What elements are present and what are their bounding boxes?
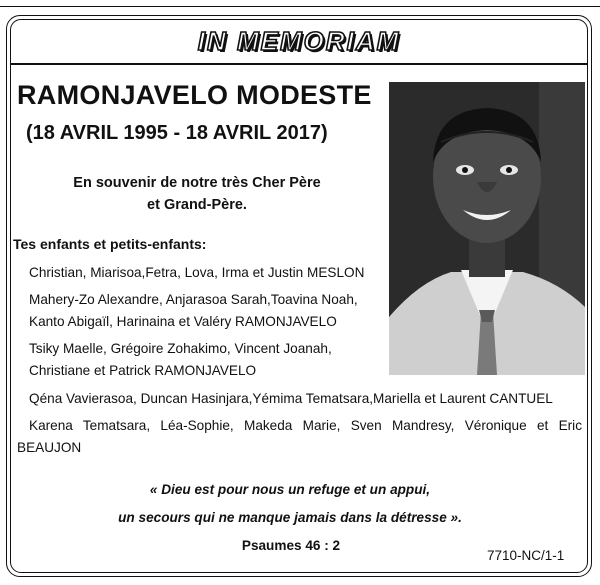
deceased-dates: (18 AVRIL 1995 - 18 AVRIL 2017) (26, 122, 328, 144)
bible-quote-line-1: « Dieu est pour nous un refuge et un appui, (149, 482, 431, 497)
bible-quote-line-2: un secours qui ne manque jamais dans la détresse ». (118, 510, 462, 525)
family-line-4: Tsiky Maelle, Grégoire Zohakimo, Vincent Joanah, (29, 341, 332, 356)
souvenir-text (12, 172, 382, 216)
family-heading: Tes enfants et petits-enfants: (13, 236, 207, 252)
memoriam-header (11, 20, 587, 64)
header-divider (11, 63, 587, 65)
portrait-photo (389, 82, 585, 375)
souvenir-line-2: et Grand-Père. (147, 197, 247, 213)
family-line-1: Christian, Miarisoa,Fetra, Lova, Irma et Justin MESLON (29, 265, 365, 280)
souvenir-line-1: En souvenir de notre très Cher Père (73, 175, 321, 191)
ad-reference: 7710-NC/1-1 (487, 548, 565, 563)
top-rule (0, 6, 600, 7)
family-line-5: Christiane et Patrick RAMONJAVELO (29, 363, 257, 378)
family-line-8: BEAUJON (17, 440, 82, 455)
family-line-6: Qéna Vavierasoa, Duncan Hasinjara,Yémima Tematsara,Mariella et Laurent CANTUEL (29, 391, 553, 406)
memoriam-title: IN MEMORIAM (197, 26, 401, 56)
family-line-2: Mahery-Zo Alexandre, Anjarasoa Sarah,Toavina Noah, (29, 292, 358, 307)
left-pupil (462, 167, 468, 173)
family-line-7: Karena Tematsara, Léa-Sophie, Makeda Marie, Sven Mandresy, Véronique et Eric (29, 418, 582, 433)
right-pupil (506, 167, 512, 173)
psalm-citation: Psaumes 46 : 2 (241, 538, 341, 553)
deceased-name: RAMONJAVELO MODESTE (17, 80, 372, 110)
family-line-3: Kanto Abigaïl, Harinaina et Valéry RAMONJAVELO (29, 314, 337, 329)
